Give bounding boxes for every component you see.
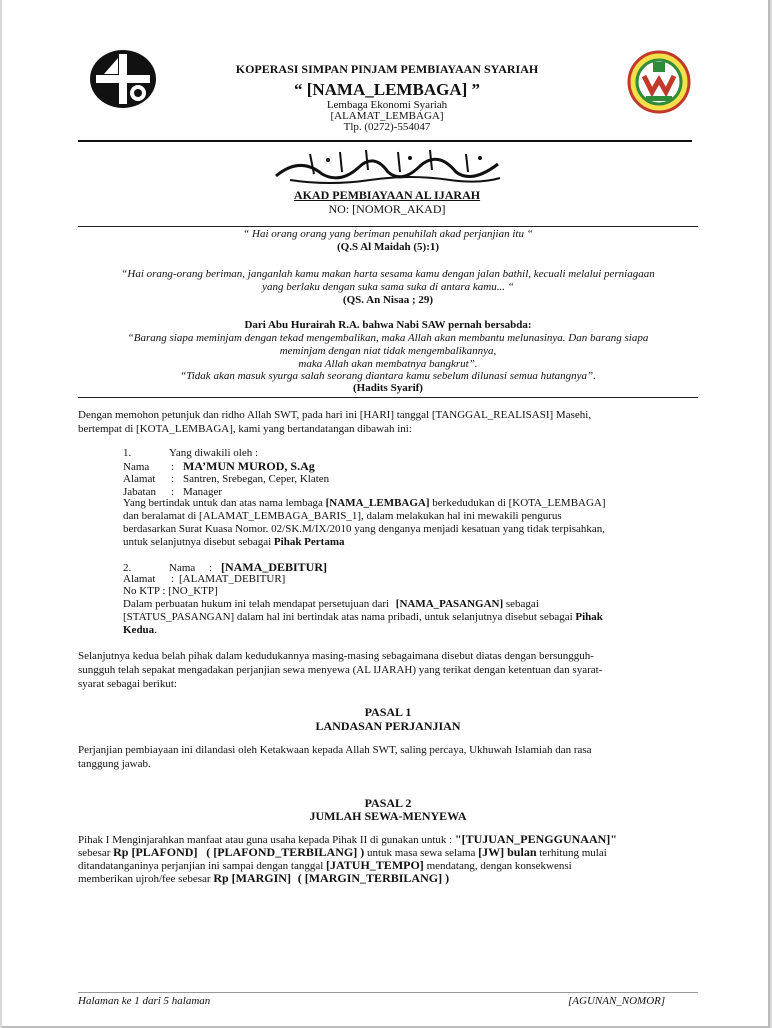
pasal-1-line-2: tanggung jawab. [78, 758, 151, 770]
right-seal-logo [624, 50, 694, 114]
pasal-2-text: ditandatanganinya perjanjian ini sampai dengan tanggal [78, 860, 324, 872]
basmala-calligraphy [270, 146, 506, 188]
party-1-para-line-1 [123, 497, 606, 510]
pasal-2-plafond-words: ( [PLAFOND_TERBILANG] ) [206, 845, 365, 859]
pasal-2-text: untuk masa sewa selama [366, 847, 476, 859]
colon: : [171, 461, 175, 473]
pasal-1-line-1: Perjanjian pembiayaan ini dilandasi oleh Ketakwaan kepada Allah SWT, saling percaya, Ukhuwah Islamiah dan rasa [78, 744, 592, 756]
period: . [154, 624, 157, 636]
agreement-line-3: syarat sebagai berikut: [78, 678, 177, 690]
party-1-name-value: MA’MUN MUROD, S.Ag [183, 459, 315, 473]
party-1-text: Yang bertindak untuk dan atas nama lembaga [123, 497, 323, 509]
colon: : [171, 473, 175, 485]
footer-divider [78, 992, 698, 993]
party-1-address-row [123, 473, 329, 486]
colon: : [209, 562, 213, 574]
quote-2-source: (QS. An Nisaa ; 29) [342, 294, 434, 306]
akad-title: AKAD PEMBIAYAAN AL IJARAH [293, 188, 481, 202]
party-1-para-line-3: berdasarkan Surat Kuasa Nomor. 02/SK.M/IX/2010 yang denganya menjadi kesatuan yang tidak terpisahkan, [123, 523, 606, 535]
party-2-number: 2. [123, 562, 132, 574]
akad-number: NO: [NOMOR_AKAD] [328, 202, 446, 216]
pasal-2-line-4 [78, 872, 449, 886]
pasal-2-text: terhitung mulai [539, 847, 607, 859]
party-2-text: [STATUS_PASANGAN] dalam hal ini bertindak atas nama pribadi, untuk selanjutnya disebut sebagai [123, 611, 573, 623]
party-2-ktp-value: [NO_KTP] [168, 585, 218, 597]
pasal-2-text: mendatang, dengan konsekwensi [426, 860, 572, 872]
pasal-2-term: [JW] bulan [478, 845, 537, 859]
pasal-1-number: PASAL 1 [364, 705, 412, 719]
hadith-heading: Dari Abu Hurairah R.A. bahwa Nabi SAW pernah bersabda: [244, 319, 532, 331]
party-2-ktp-row [123, 585, 218, 598]
quote-2-line-2: yang berlaku dengan suka sama suka di antara kamu... “ [262, 281, 514, 293]
opening-line-2: bertempat di [KOTA_LEMBAGA], kami yang bertandatangan dibawah ini: [78, 423, 412, 435]
agreement-line-1: Selanjutnya kedua belah pihak dalam kedudukannya masing-masing sebagaimana disebut diatas dengan bersungguh- [78, 650, 594, 662]
party-2-name-value: [NAMA_DEBITUR] [221, 560, 327, 574]
pasal-2-text: memberikan ujroh/fee sebesar [78, 873, 211, 885]
pasal-2-margin: Rp [MARGIN] [213, 871, 291, 885]
pasal-2-purpose: "[TUJUAN_PENGGUNAAN]" [454, 832, 617, 846]
org-name: KOPERASI SIMPAN PINJAM PEMBIAYAAN SYARIAH [235, 62, 539, 76]
institution-name: “ [NAMA_LEMBAGA] ” [293, 80, 481, 99]
quote-1-source: (Q.S Al Maidah (5):1) [336, 241, 440, 253]
party-1-representative: Yang diwakili oleh : [169, 447, 259, 459]
party-2-para-line-2 [123, 611, 603, 624]
party-1-address-value: Santren, Srebegan, Ceper, Klaten [183, 473, 330, 485]
pasal-2-text: Pihak I Menginjarahkan manfaat atau guna usaha kepada Pihak II di gunakan untuk : [78, 834, 453, 846]
party-2-address-value: [ALAMAT_DEBITUR] [179, 573, 286, 585]
party-1-text: untuk selanjutnya disebut sebagai [123, 536, 272, 548]
party-1-address-label: Alamat [123, 473, 156, 485]
party-2-spouse: [NAMA_PASANGAN] [395, 598, 504, 610]
quotes-divider [78, 397, 698, 398]
party-2-para-line-3 [123, 624, 157, 637]
hadith-line-2: meminjam dengan niat tidak mengembalikannya, [279, 345, 497, 357]
party-1-para-line-4 [123, 536, 345, 549]
opening-line-1: Dengan memohon petunjuk dan ridho Allah SWT, pada hari ini [HARI] tanggal [TANGGAL_REALISASI] Masehi, [78, 409, 592, 421]
hadith-source: (Hadits Syarif) [353, 382, 423, 394]
quote-1: “ Hai orang orang yang beriman penuhilah akad perjanjian itu “ [243, 228, 533, 240]
header-divider [78, 140, 692, 142]
institution-subtitle: Lembaga Ekonomi Syariah [326, 99, 448, 111]
footer-page-info: Halaman ke 1 dari 5 halaman [78, 995, 211, 1007]
party-1-para-line-2: dan beralamat di [ALAMAT_LEMBAGA_BARIS_1], dalam melakukan hal ini mewakili pengurus [123, 510, 562, 522]
party-1-domicile: berkedudukan di [KOTA_LEMBAGA] [432, 497, 606, 509]
hadith-line-3: maka Allah akan membatnya bangkrut”. [298, 358, 478, 370]
party-2-text: Dalam perbuatan hukum ini telah mendapat persetujuan dari [123, 598, 390, 610]
party-2-designation-cont: Kedua [123, 624, 155, 636]
footer-reference: [AGUNAN_NOMOR] [568, 995, 666, 1007]
pasal-1-title: LANDASAN PERJANJIAN [315, 719, 461, 733]
party-1-institution: [NAMA_LEMBAGA] [325, 497, 430, 509]
document-page [2, 0, 770, 1028]
quote-2-line-1: “Hai orang-orang beriman, janganlah kamu makan harta sesama kamu dengan jalan bathil, kecuali melalui perniagaan [121, 268, 655, 280]
party-2-text: sebagai [505, 598, 539, 610]
party-1-job-label: Jabatan [123, 486, 156, 498]
institution-address: [ALAMAT_LEMBAGA] [330, 110, 444, 122]
party-2-name-label: Nama [169, 562, 196, 574]
party-2-designation: Pihak [575, 611, 603, 623]
left-logo [88, 48, 158, 110]
agreement-line-2: sungguh telah sepakat mengadakan perjanjian sewa menyewa (AL IJARAH) yang terikat dengan ketentuan dan syarat- [78, 664, 603, 676]
pasal-2-title: JUMLAH SEWA-MENYEWA [309, 809, 467, 823]
hadith-line-1: “Barang siapa meminjam dengan tekad mengembalikan, maka Allah akan membantu melunasinya. Dan barang siapa [127, 332, 649, 344]
party-2-para-line-1 [123, 598, 539, 611]
pasal-2-plafond: Rp [PLAFOND] [113, 845, 198, 859]
pasal-2-text: sebesar [78, 847, 111, 859]
colon: : [171, 573, 175, 585]
institution-phone: Tlp. (0272)-554047 [343, 121, 431, 133]
pasal-2-margin-words: ( [MARGIN_TERBILANG] ) [297, 871, 450, 885]
pasal-2-due-date: [JATUH_TEMPO] [326, 858, 424, 872]
party-2-address-label: Alamat [123, 573, 156, 585]
party-1-job-value: Manager [183, 486, 223, 498]
hadith-line-4: “Tidak akan masuk syurga salah seorang diantara kamu sebelum dilunasi semua hutangnya”. [180, 370, 596, 382]
pasal-2-number: PASAL 2 [364, 796, 412, 810]
akad-divider [78, 226, 698, 227]
colon: : [159, 585, 169, 597]
party-1-number: 1. [123, 447, 132, 459]
colon: : [171, 486, 175, 498]
party-1-designation: Pihak Pertama [273, 536, 345, 548]
party-1-name-row [123, 460, 315, 474]
party-2-ktp-label: No KTP [123, 585, 160, 597]
party-1-name-label: Nama [123, 461, 150, 473]
